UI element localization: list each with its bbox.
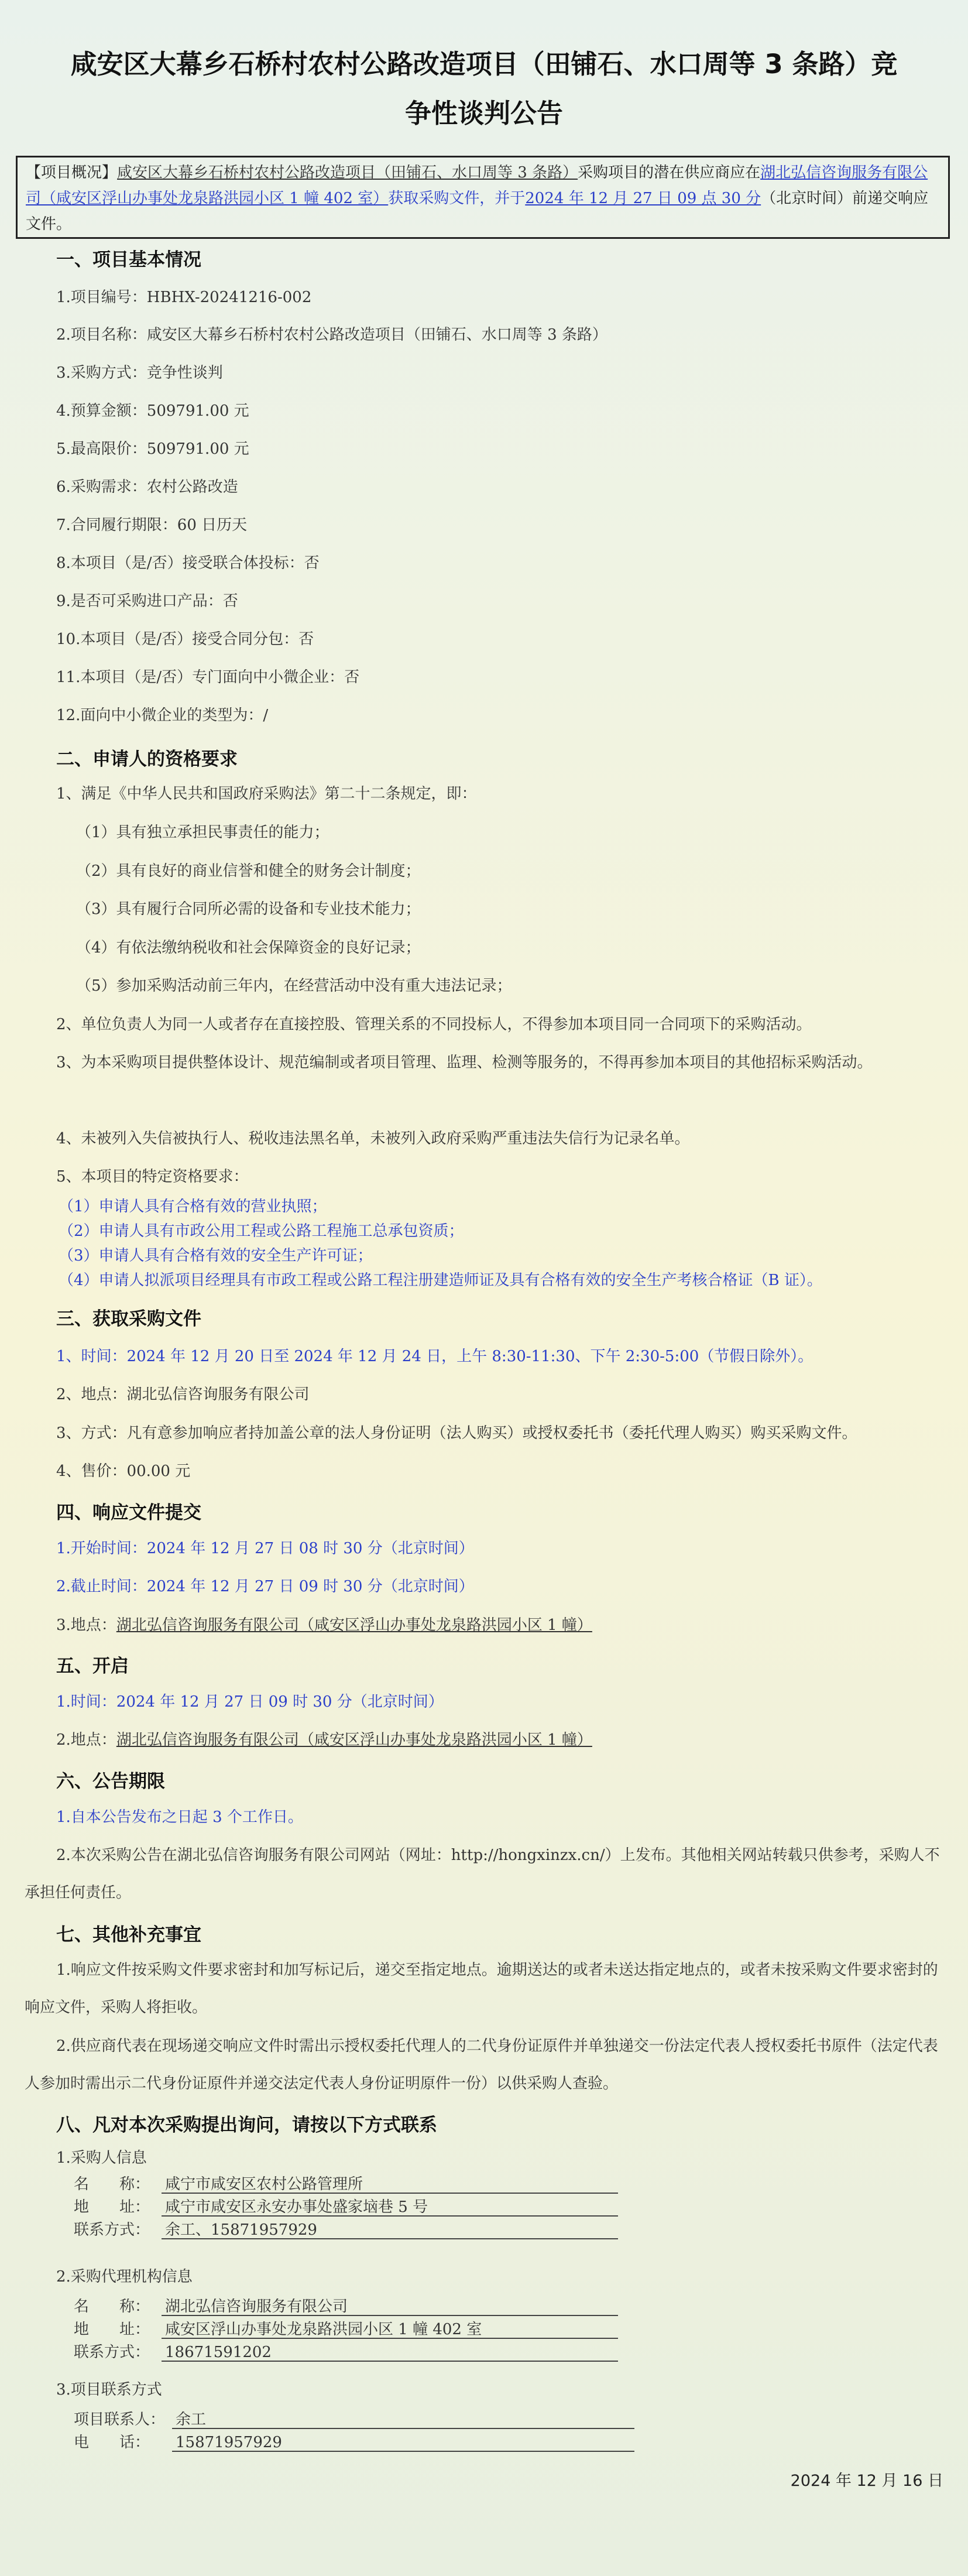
contact-value: 咸宁市咸安区永安办事处盛家垴巷 5 号 [162, 2195, 618, 2217]
agency-address-row [74, 2318, 482, 2341]
s6-item: 1.自本公告发布之日起 3 个工作日。 [56, 1808, 303, 1826]
s4-location-value: 湖北弘信咨询服务有限公司（咸安区浮山办事处龙泉路洪园小区 1 幢） [116, 1616, 592, 1634]
s1-item: 8.本项目（是/否）接受联合体投标：否 [56, 554, 320, 572]
section-3-heading: 三、获取采购文件 [56, 1308, 201, 1330]
s5-location-label: 2.地点： [56, 1731, 116, 1749]
contact-key: 联系方式： [74, 2221, 150, 2239]
contact-value: 18671591202 [162, 2341, 618, 2362]
s2-special-item: （3）申请人具有合格有效的安全生产许可证； [59, 1247, 373, 1265]
s3-item: 4、售价：00.00 元 [56, 1462, 191, 1480]
overview-label: 【项目概况】 [26, 164, 118, 181]
contact-key: 项目联系人： [74, 2411, 166, 2428]
s2-sub-item: （1）具有独立承担民事责任的能力； [76, 824, 329, 841]
overview-deadline: 2024 年 12 月 27 日 09 点 30 分 [525, 190, 761, 207]
section-2-heading: 二、申请人的资格要求 [56, 749, 238, 770]
overview-project: 咸安区大幕乡石桥村农村公路改造项目（田铺石、水口周等 3 条路） [117, 164, 578, 181]
overview-text-2: 获取采购文件， [388, 190, 495, 207]
project-contact-row [74, 2408, 207, 2431]
s1-item: 7.合同履行期限：60 日历天 [56, 516, 248, 534]
agency-info-label: 2.采购代理机构信息 [56, 2268, 193, 2286]
s1-item: 9.是否可采购进口产品：否 [56, 592, 238, 610]
overview-place: 湖北弘信咨询服务有限公司（咸安区浮山办事处龙泉路洪园小区 1 幢 402 室） [26, 164, 928, 207]
s2-sub-item: （2）具有良好的商业信誉和健全的财务会计制度； [76, 862, 421, 880]
s2-sub-item: （4）有依法缴纳税收和社会保障资金的良好记录； [76, 939, 421, 957]
s1-item: 1.项目编号：HBHX-20241216-002 [56, 289, 312, 306]
contact-value: 余工 [172, 2408, 634, 2429]
s2-special-item: （4）申请人拟派项目经理具有市政工程或公路工程注册建造师证及具有合格有效的安全生产考核合格证（B 证）。 [59, 1272, 822, 1289]
purchaser-address-row [74, 2195, 428, 2219]
s2-special-item: （2）申请人具有市政公用工程或公路工程施工总承包资质； [59, 1222, 464, 1240]
s4-item-location [56, 1606, 592, 1644]
overview-text-3: 并于 [495, 190, 526, 207]
purchaser-phone-row [74, 2218, 317, 2242]
contact-value: 15871957929 [172, 2431, 634, 2452]
agency-phone-row [74, 2341, 272, 2364]
s7-item: 1.响应文件按采购文件要求密封和加写标记后，递交至指定地点。逾期送达的或者未送达指定地点的，或者未按采购文件要求密封的响应文件，采购人将拒收。 [25, 1961, 938, 2016]
publish-date: 2024 年 12 月 16 日 [790, 2472, 943, 2490]
s4-location-label: 3.地点： [56, 1616, 116, 1634]
s3-item: 1、时间：2024 年 12 月 20 日至 2024 年 12 月 24 日，上午 8:30-11:30、下午 2:30-5:00（节假日除外）。 [56, 1348, 813, 1365]
section-5-heading: 五、开启 [56, 1656, 129, 1677]
contact-value: 咸安区浮山办事处龙泉路洪园小区 1 幢 402 室 [162, 2318, 618, 2339]
s1-item: 11.本项目（是/否）专门面向中小微企业：否 [56, 669, 360, 686]
project-phone-row [74, 2431, 282, 2454]
s3-item: 3、方式：凡有意参加响应者持加盖公章的法人身份证明（法人购买）或授权委托书（委托代理人购买）购买采购文件。 [56, 1424, 857, 1442]
s5-item-location [56, 1721, 592, 1759]
overview-text-4: （北京时间）前递交响应文件。 [26, 190, 929, 233]
s6-item: 2.本次采购公告在湖北弘信咨询服务有限公司网站（网址：http://hongxinzx.cn/）上发布。其他相关网站转载只供参考，采购人不承担任何责任。 [25, 1847, 940, 1902]
s1-item: 3.采购方式：竞争性谈判 [56, 364, 223, 382]
contact-key: 联系方式： [74, 2344, 150, 2361]
agency-name-row [74, 2295, 348, 2318]
purchaser-name-row [74, 2173, 363, 2196]
s2-item: 4、未被列入失信被执行人、税收违法黑名单，未被列入政府采购严重违法失信行为记录名单。 [56, 1130, 690, 1147]
title-line-2: 争性谈判公告 [404, 98, 563, 129]
section-6-heading: 六、公告期限 [56, 1771, 165, 1792]
contact-key: 地 址： [74, 2321, 150, 2338]
s1-item: 10.本项目（是/否）接受合同分包：否 [56, 631, 314, 648]
s2-item: 1、满足《中华人民共和国政府采购法》第二十二条规定，即： [56, 785, 477, 803]
contact-value: 余工、15871957929 [162, 2218, 618, 2239]
s5-location-value: 湖北弘信咨询服务有限公司（咸安区浮山办事处龙泉路洪园小区 1 幢） [116, 1731, 592, 1749]
s2-item: 3、为本采购项目提供整体设计、规范编制或者项目管理、监理、检测等服务的，不得再参加本项目的其他招标采购活动。 [56, 1054, 873, 1071]
s1-item: 12.面向中小微企业的类型为：/ [56, 707, 269, 724]
s7-item: 2.供应商代表在现场递交响应文件时需出示授权委托代理人的二代身份证原件并单独递交一份法定代表人授权委托书原件（法定代表人参加时需出示二代身份证原件并递交法定代表人身份证明原件一份）以供采购人查验。 [25, 2037, 938, 2092]
s1-item: 5.最高限价：509791.00 元 [56, 440, 249, 458]
contact-key: 地 址： [74, 2198, 150, 2216]
contact-value: 湖北弘信咨询服务有限公司 [162, 2295, 618, 2316]
s2-sub-item: （5）参加采购活动前三年内，在经营活动中没有重大违法记录； [76, 977, 512, 995]
s2-item: 2、单位负责人为同一人或者存在直接控股、管理关系的不同投标人，不得参加本项目同一合同项下的采购活动。 [56, 1016, 812, 1033]
s4-item: 2.截止时间：2024 年 12 月 27 日 09 时 30 分（北京时间） [56, 1578, 474, 1595]
s5-item: 1.时间：2024 年 12 月 27 日 09 时 30 分（北京时间） [56, 1693, 444, 1711]
s4-item: 1.开始时间：2024 年 12 月 27 日 08 时 30 分（北京时间） [56, 1540, 474, 1557]
purchaser-info-label: 1.采购人信息 [56, 2149, 147, 2167]
project-contact-label: 3.项目联系方式 [56, 2381, 162, 2399]
s2-special-item: （1）申请人具有合格有效的营业执照； [59, 1198, 327, 1215]
project-overview-box [16, 156, 950, 239]
s1-item: 4.预算金额：509791.00 元 [56, 402, 249, 420]
s1-item: 6.采购需求：农村公路改造 [56, 478, 238, 496]
s2-item: 5、本项目的特定资格要求： [56, 1168, 249, 1186]
contact-key: 电 话： [74, 2434, 150, 2451]
page-title [0, 40, 968, 138]
s2-sub-item: （3）具有履行合同所必需的设备和专业技术能力； [76, 900, 421, 918]
contact-key: 名 称： [74, 2176, 150, 2193]
s3-item: 2、地点：湖北弘信咨询服务有限公司 [56, 1386, 310, 1403]
contact-value: 咸宁市咸安区农村公路管理所 [162, 2173, 618, 2194]
section-8-heading: 八、凡对本次采购提出询问，请按以下方式联系 [56, 2115, 437, 2136]
section-4-heading: 四、响应文件提交 [56, 1502, 201, 1523]
section-7-heading: 七、其他补充事宜 [56, 1924, 201, 1945]
s1-item: 2.项目名称：咸安区大幕乡石桥村农村公路改造项目（田铺石、水口周等 3 条路） [56, 326, 607, 344]
section-1-heading: 一、项目基本情况 [56, 249, 201, 270]
overview-text-1: 采购项目的潜在供应商应在 [578, 164, 761, 181]
contact-key: 名 称： [74, 2298, 150, 2315]
title-line-1: 咸安区大幕乡石桥村农村公路改造项目（田铺石、水口周等 3 条路）竞 [70, 49, 898, 80]
